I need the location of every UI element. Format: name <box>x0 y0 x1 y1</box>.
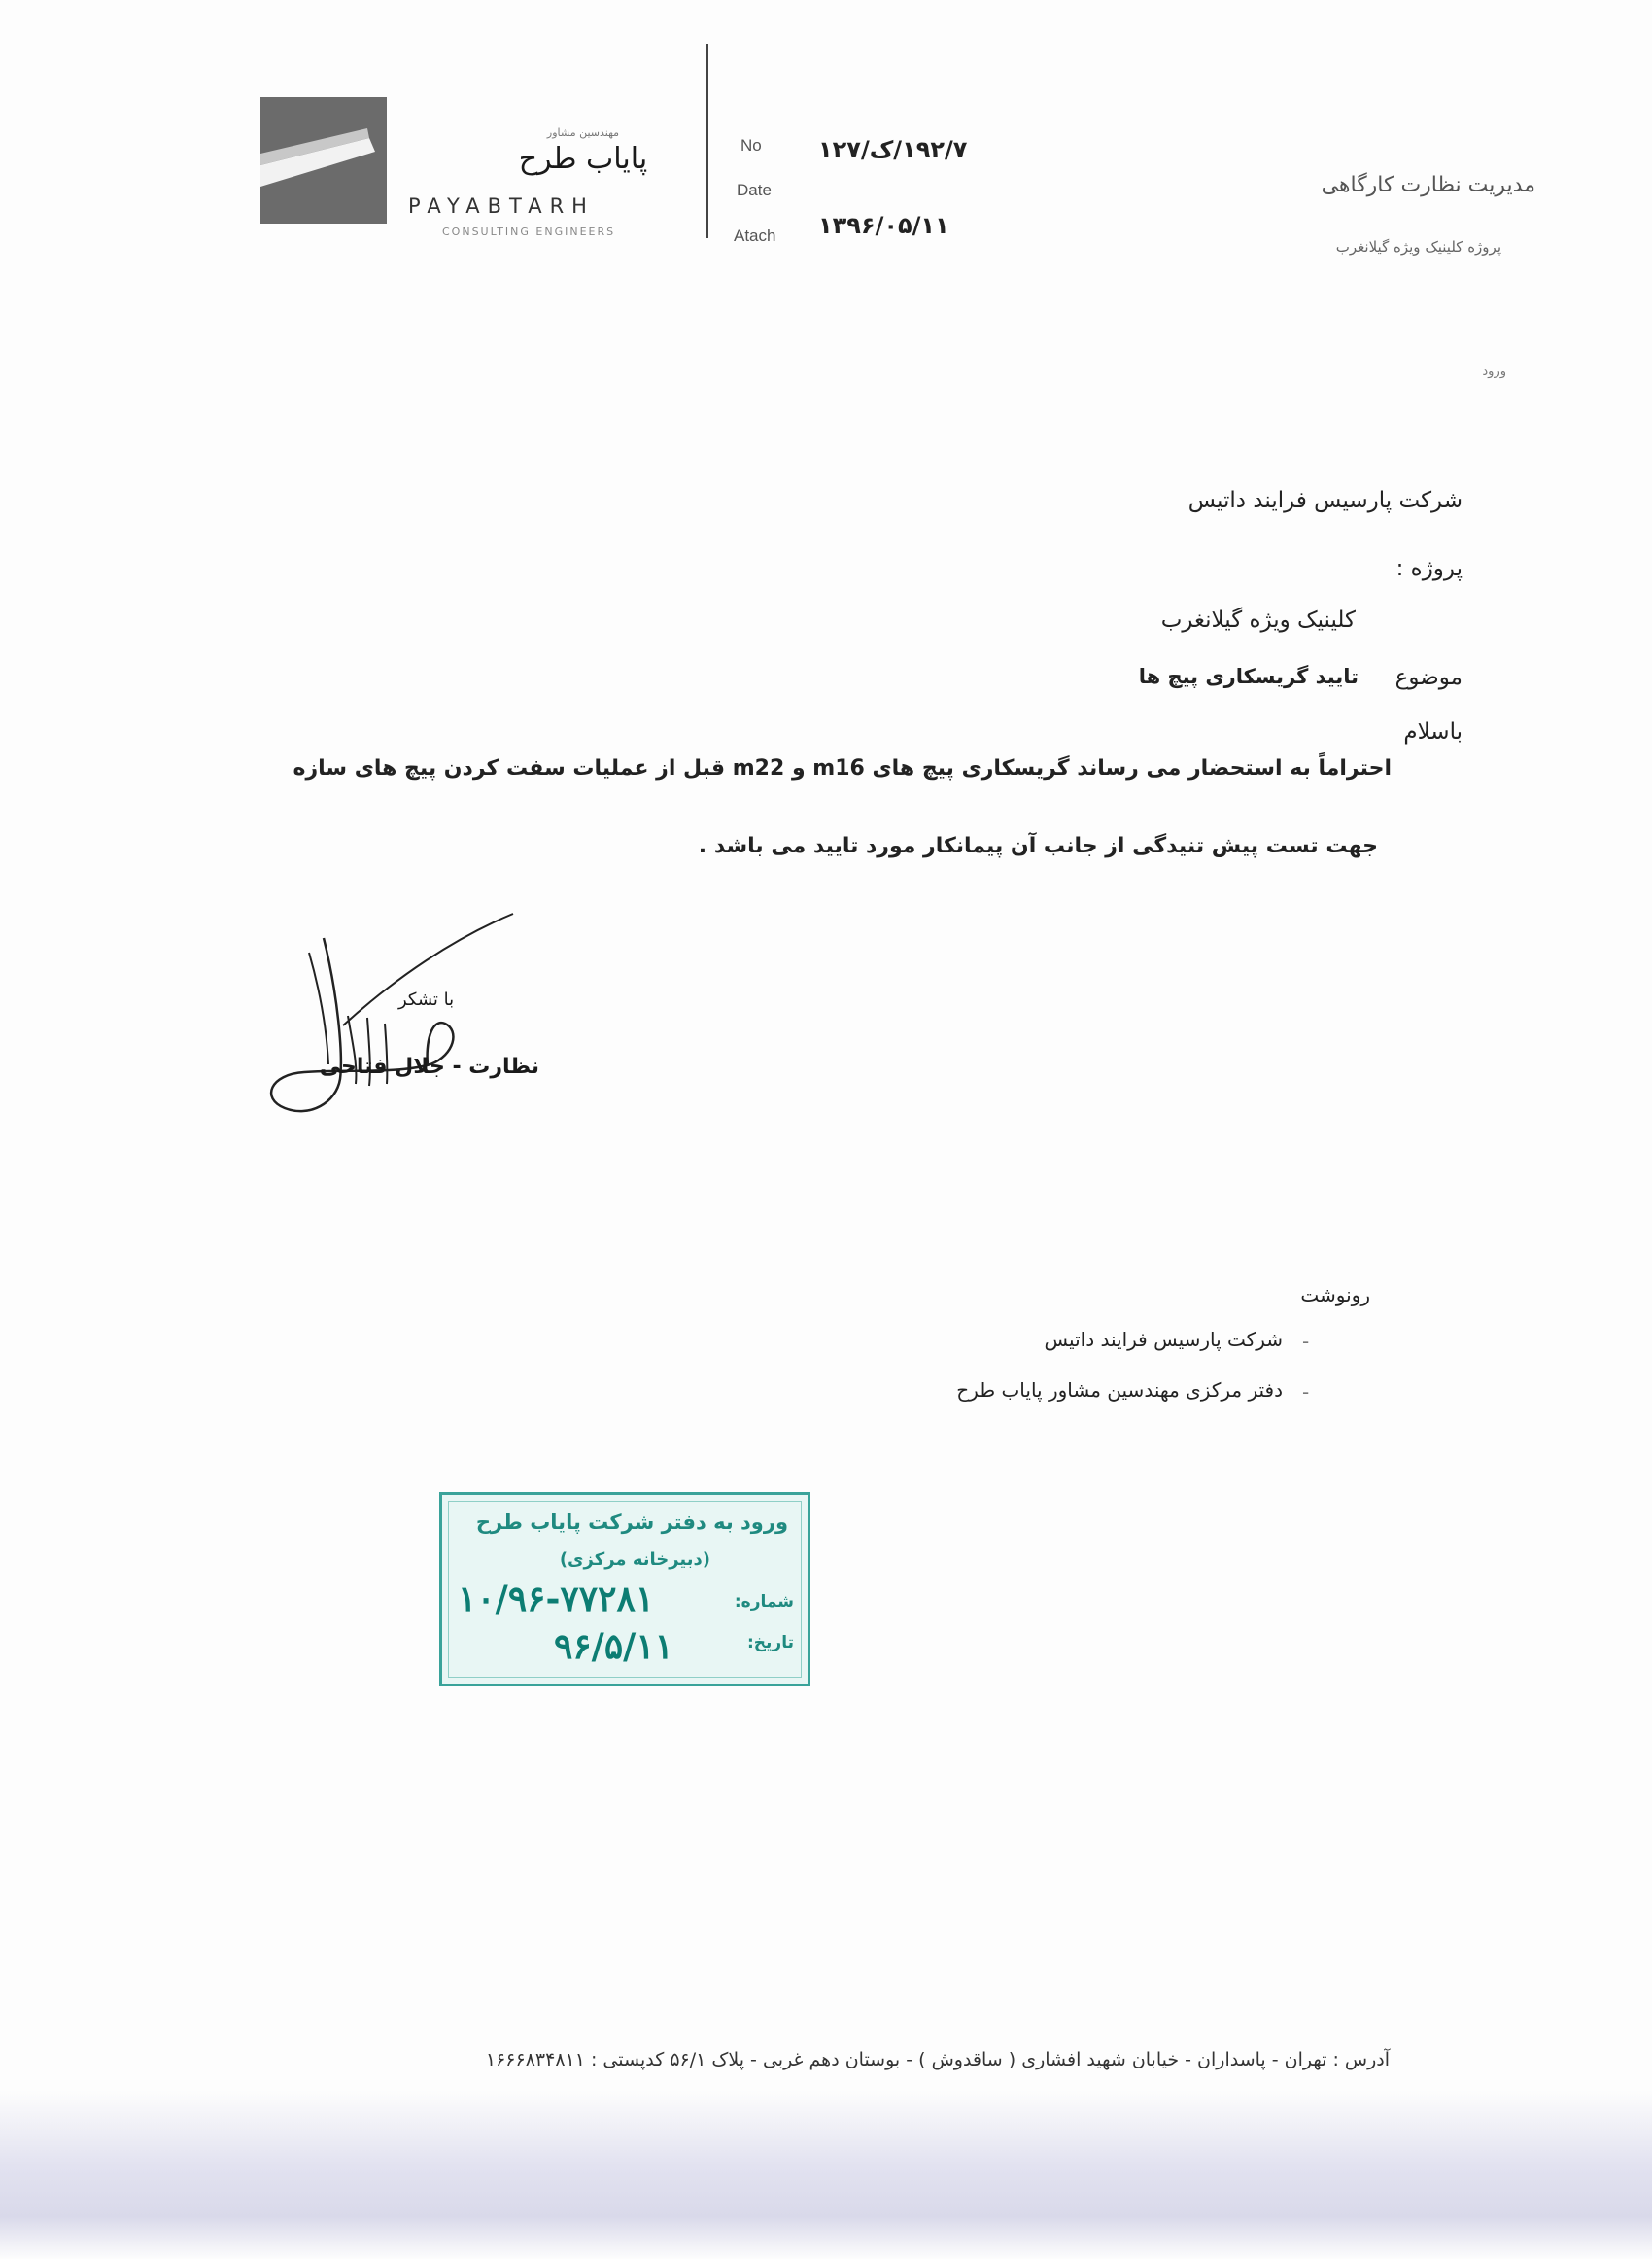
subject-label: موضوع <box>1394 665 1463 690</box>
stamp-date: ۹۶/۵/۱۱ <box>554 1626 673 1667</box>
subject-value: تایید گریسکاری پیچ ها <box>1138 665 1359 688</box>
stamp-number-label: شماره: <box>734 1592 794 1612</box>
handwritten-signature <box>251 909 542 1152</box>
top-right-heading: مدیریت نظارت کارگاهی <box>1321 173 1535 197</box>
greeting: باسلام <box>1403 719 1463 745</box>
body-paragraph-line-2: جهت تست پیش تنیدگی از جانب آن پیمانکار مورد تایید می باشد . <box>698 834 1378 858</box>
cc-dash-2: - <box>1302 1380 1310 1404</box>
logo-name-fa: پایاب طرح <box>518 142 648 176</box>
cc-dash-1: - <box>1302 1330 1310 1353</box>
project-value: کلینیک ویژه گیلانغرب <box>1160 608 1356 633</box>
cc-item-2: دفتر مرکزی مهندسین مشاور پایاب طرح <box>956 1378 1283 1402</box>
letter-number: ۱۹۲/۷/ک/۱۲۷ <box>818 136 968 163</box>
footer-address: آدرس : تهران - پاسداران - خیابان شهید افشاری ( ساقدوش ) - بوستان دهم غربی - پلاک ۵۶/۱ کدپستی : ۱۶۶۶۸۳۴۸۱۱ <box>485 2049 1390 2070</box>
cc-label: رونوشت <box>1300 1283 1370 1306</box>
header-divider <box>706 44 708 238</box>
letter-date: ۱۳۹۶/۰۵/۱۱ <box>818 212 949 239</box>
signature-name: نظارت - جلال فتاحی <box>319 1055 539 1079</box>
stamp-title: ورود به دفتر شرکت پایاب طرح <box>475 1511 788 1534</box>
attach-label: Atach <box>734 226 776 245</box>
logo-name-en: PAYABTARH <box>408 194 595 218</box>
recipient: شرکت پارسیس فرایند داتیس <box>1187 488 1463 513</box>
logo-tagline: مهندسین مشاور <box>546 126 620 139</box>
logo-mark-icon <box>260 97 387 224</box>
stamp-date-label: تاریخ: <box>747 1633 794 1652</box>
cc-item-1: شرکت پارسیس فرایند داتیس <box>1044 1328 1283 1351</box>
date-label: Date <box>737 181 772 199</box>
footer-band <box>0 2090 1652 2259</box>
signature-thanks: با تشکر <box>398 990 455 1010</box>
top-right-project: پروژه کلینیک ویژه گیلانغرب <box>1335 238 1501 256</box>
stamp-number: ۱۰/۹۶-۷۷۲۸۱ <box>458 1579 655 1619</box>
top-right-note: ورود <box>1482 365 1506 379</box>
company-logo-mark <box>260 97 387 224</box>
no-label: No <box>740 136 762 155</box>
project-label: پروژه : <box>1395 556 1463 581</box>
registry-stamp <box>439 1492 810 1686</box>
stamp-subtitle: (دبیرخانه مرکزی) <box>559 1549 710 1570</box>
body-paragraph-line-1: احتراماً به استحضار می رساند گریسکاری پیچ های m16 و m22 قبل از عملیات سفت کردن پیچ های سازه <box>293 756 1392 781</box>
logo-subtitle-en: CONSULTING ENGINEERS <box>442 226 616 238</box>
